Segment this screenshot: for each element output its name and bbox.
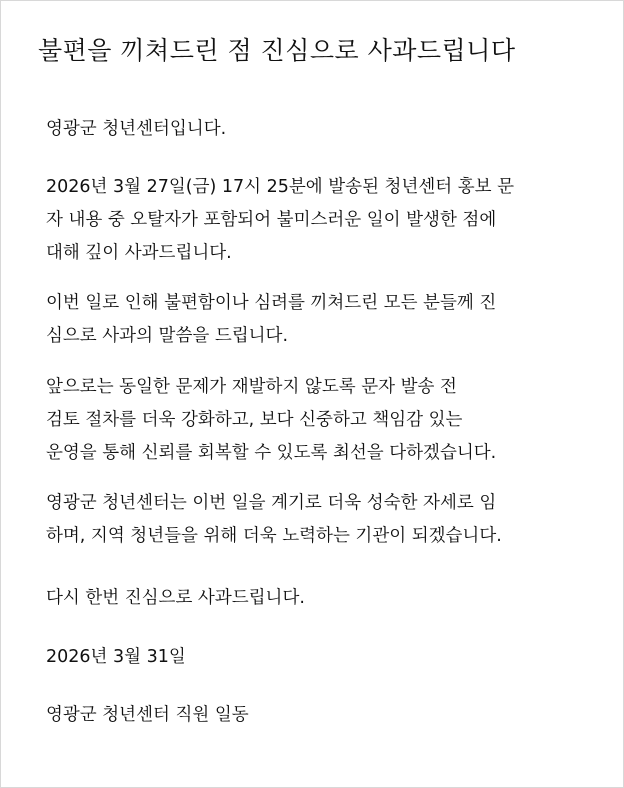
paragraph-line: 영광군 청년센터는 이번 일을 계기로 더욱 성숙한 자세로 임 (46, 493, 497, 513)
paragraph-line: 2026년 3월 27일(금) 17시 25분에 발송된 청년센터 홍보 문 (46, 177, 515, 197)
notice-signature: 영광군 청년센터 직원 일동 (46, 705, 249, 725)
notice-date: 2026년 3월 31일 (46, 647, 186, 667)
paragraph-line: 하며, 지역 청년들을 위해 더욱 노력하는 기관이 되겠습니다. (46, 526, 502, 546)
paragraph-prevention (46, 371, 606, 470)
paragraph-commitment (46, 487, 606, 553)
greeting-text: 영광군 청년센터입니다. (46, 119, 227, 139)
closing-text: 다시 한번 진심으로 사과드립니다. (46, 588, 305, 608)
paragraph-line: 앞으로는 동일한 문제가 재발하지 않도록 문자 발송 전 (46, 377, 457, 397)
paragraph-line: 대해 깊이 사과드립니다. (46, 243, 232, 263)
paragraph-line: 심으로 사과의 말씀을 드립니다. (46, 326, 289, 346)
notice-title: 불편을 끼쳐드린 점 진심으로 사과드립니다 (38, 36, 516, 65)
paragraph-line: 이번 일로 인해 불편함이나 심려를 끼쳐드린 모든 분들께 진 (46, 293, 497, 313)
paragraph-line: 운영을 통해 신뢰를 회복할 수 있도록 최선을 다하겠습니다. (46, 443, 497, 463)
paragraph-incident (46, 171, 606, 270)
paragraph-apology (46, 287, 606, 353)
paragraph-line: 검토 절차를 더욱 강화하고, 보다 신중하고 책임감 있는 (46, 410, 463, 430)
paragraph-line: 자 내용 중 오탈자가 포함되어 불미스러운 일이 발생한 점에 (46, 210, 497, 230)
